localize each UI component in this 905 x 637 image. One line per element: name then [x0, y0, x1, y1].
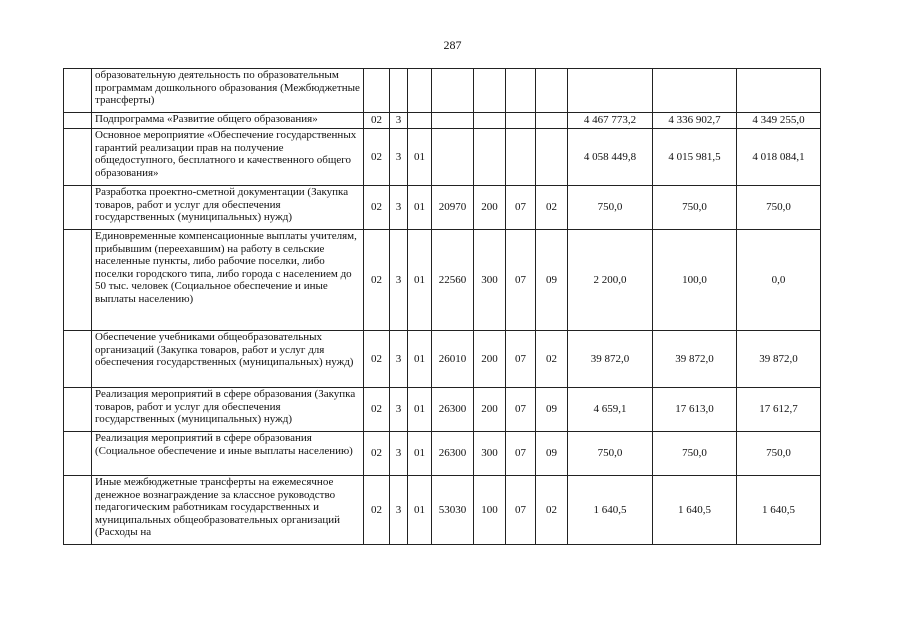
- code-cell: 200: [474, 388, 506, 432]
- amount-cell: 4 659,1: [568, 388, 653, 432]
- amount-cell: 39 872,0: [737, 331, 821, 388]
- amount-cell: 1 640,5: [568, 476, 653, 545]
- amount-cell: 750,0: [568, 186, 653, 230]
- code-cell: 02: [364, 432, 390, 476]
- code-cell: [506, 69, 536, 113]
- code-cell: 07: [506, 230, 536, 331]
- code-cell: [408, 113, 432, 129]
- code-cell: 01: [408, 129, 432, 186]
- code-cell: 200: [474, 186, 506, 230]
- description-cell: образовательную деятельность по образовательным программам дошкольного образования (Межбюджетные трансферты): [92, 69, 364, 113]
- row-number-cell: [64, 69, 92, 113]
- row-number-cell: [64, 113, 92, 129]
- amount-cell: 4 349 255,0: [737, 113, 821, 129]
- code-cell: 3: [390, 331, 408, 388]
- table-row: [64, 432, 821, 476]
- code-cell: 09: [536, 230, 568, 331]
- amount-cell: [653, 69, 737, 113]
- code-cell: 02: [364, 388, 390, 432]
- row-number-cell: [64, 331, 92, 388]
- amount-cell: 750,0: [653, 186, 737, 230]
- code-cell: 3: [390, 113, 408, 129]
- code-cell: 3: [390, 476, 408, 545]
- table-row: [64, 331, 821, 388]
- code-cell: 02: [364, 129, 390, 186]
- description-cell: Реализация мероприятий в сфере образования (Социальное обеспечение и иные выплаты населению): [92, 432, 364, 476]
- amount-cell: [568, 69, 653, 113]
- description-cell: Обеспечение учебниками общеобразовательных организаций (Закупка товаров, работ и услуг для обеспечения государственных (муниципальных) нужд): [92, 331, 364, 388]
- code-cell: [506, 129, 536, 186]
- code-cell: 01: [408, 476, 432, 545]
- code-cell: 3: [390, 432, 408, 476]
- row-number-cell: [64, 129, 92, 186]
- description-cell: Подпрограмма «Развитие общего образования»: [92, 113, 364, 129]
- code-cell: 01: [408, 432, 432, 476]
- code-cell: 02: [536, 331, 568, 388]
- code-cell: 100: [474, 476, 506, 545]
- code-cell: [536, 69, 568, 113]
- row-number-cell: [64, 186, 92, 230]
- amount-cell: 750,0: [653, 432, 737, 476]
- code-cell: 22560: [432, 230, 474, 331]
- code-cell: 20970: [432, 186, 474, 230]
- code-cell: [474, 129, 506, 186]
- code-cell: 300: [474, 230, 506, 331]
- amount-cell: 0,0: [737, 230, 821, 331]
- code-cell: 3: [390, 186, 408, 230]
- code-cell: [432, 113, 474, 129]
- table-row: [64, 186, 821, 230]
- code-cell: [506, 113, 536, 129]
- code-cell: 01: [408, 331, 432, 388]
- description-cell: Иные межбюджетные трансферты на ежемесячное денежное вознаграждение за классное руководство педагогическим работникам государственных и муниципальных общеобразовательных организаций (Расходы на: [92, 476, 364, 545]
- amount-cell: 2 200,0: [568, 230, 653, 331]
- amount-cell: 39 872,0: [653, 331, 737, 388]
- code-cell: 26300: [432, 388, 474, 432]
- code-cell: 01: [408, 230, 432, 331]
- code-cell: 09: [536, 432, 568, 476]
- code-cell: [364, 69, 390, 113]
- amount-cell: 17 612,7: [737, 388, 821, 432]
- code-cell: 02: [536, 186, 568, 230]
- code-cell: [536, 113, 568, 129]
- code-cell: 3: [390, 230, 408, 331]
- amount-cell: 750,0: [737, 186, 821, 230]
- amount-cell: 4 018 084,1: [737, 129, 821, 186]
- code-cell: [432, 69, 474, 113]
- code-cell: 07: [506, 331, 536, 388]
- code-cell: 07: [506, 186, 536, 230]
- table-row: [64, 388, 821, 432]
- row-number-cell: [64, 230, 92, 331]
- amount-cell: 1 640,5: [737, 476, 821, 545]
- code-cell: 200: [474, 331, 506, 388]
- amount-cell: 4 058 449,8: [568, 129, 653, 186]
- code-cell: 07: [506, 388, 536, 432]
- amount-cell: [737, 69, 821, 113]
- code-cell: [432, 129, 474, 186]
- table-row: [64, 476, 821, 545]
- table-row: [64, 230, 821, 331]
- row-number-cell: [64, 432, 92, 476]
- code-cell: 02: [364, 113, 390, 129]
- code-cell: 07: [506, 476, 536, 545]
- code-cell: 26010: [432, 331, 474, 388]
- page-number: 287: [443, 38, 462, 52]
- code-cell: [474, 113, 506, 129]
- code-cell: [408, 69, 432, 113]
- table-row: [64, 129, 821, 186]
- code-cell: [536, 129, 568, 186]
- code-cell: 53030: [432, 476, 474, 545]
- code-cell: 01: [408, 388, 432, 432]
- budget-table: [63, 68, 821, 545]
- code-cell: [474, 69, 506, 113]
- amount-cell: 750,0: [568, 432, 653, 476]
- amount-cell: 17 613,0: [653, 388, 737, 432]
- amount-cell: 4 015 981,5: [653, 129, 737, 186]
- table-row: [64, 69, 821, 113]
- row-number-cell: [64, 476, 92, 545]
- code-cell: 02: [364, 230, 390, 331]
- code-cell: 07: [506, 432, 536, 476]
- code-cell: 09: [536, 388, 568, 432]
- description-cell: Основное мероприятие «Обеспечение государственных гарантий реализации прав на получение общедоступного, бесплатного и качественного общего образования»: [92, 129, 364, 186]
- code-cell: 3: [390, 129, 408, 186]
- code-cell: 02: [364, 186, 390, 230]
- code-cell: 3: [390, 388, 408, 432]
- amount-cell: 750,0: [737, 432, 821, 476]
- code-cell: 26300: [432, 432, 474, 476]
- description-cell: Разработка проектно-сметной документации (Закупка товаров, работ и услуг для обеспечения государственных (муниципальных) нужд): [92, 186, 364, 230]
- amount-cell: 39 872,0: [568, 331, 653, 388]
- code-cell: 02: [364, 476, 390, 545]
- code-cell: 02: [536, 476, 568, 545]
- code-cell: 01: [408, 186, 432, 230]
- code-cell: 02: [364, 331, 390, 388]
- description-cell: Реализация мероприятий в сфере образования (Закупка товаров, работ и услуг для обеспечения государственных (муниципальных) нужд): [92, 388, 364, 432]
- row-number-cell: [64, 388, 92, 432]
- table-row: [64, 113, 821, 129]
- description-cell: Единовременные компенсационные выплаты учителям, прибывшим (переехавшим) на работу в сельские населенные пункты, либо рабочие поселки, либо поселки городского типа, либо города с населением до 50 тыс. человек (Социальное обеспечение и иные выплаты населению): [92, 230, 364, 331]
- amount-cell: 4 336 902,7: [653, 113, 737, 129]
- code-cell: 300: [474, 432, 506, 476]
- code-cell: [390, 69, 408, 113]
- amount-cell: 1 640,5: [653, 476, 737, 545]
- amount-cell: 4 467 773,2: [568, 113, 653, 129]
- amount-cell: 100,0: [653, 230, 737, 331]
